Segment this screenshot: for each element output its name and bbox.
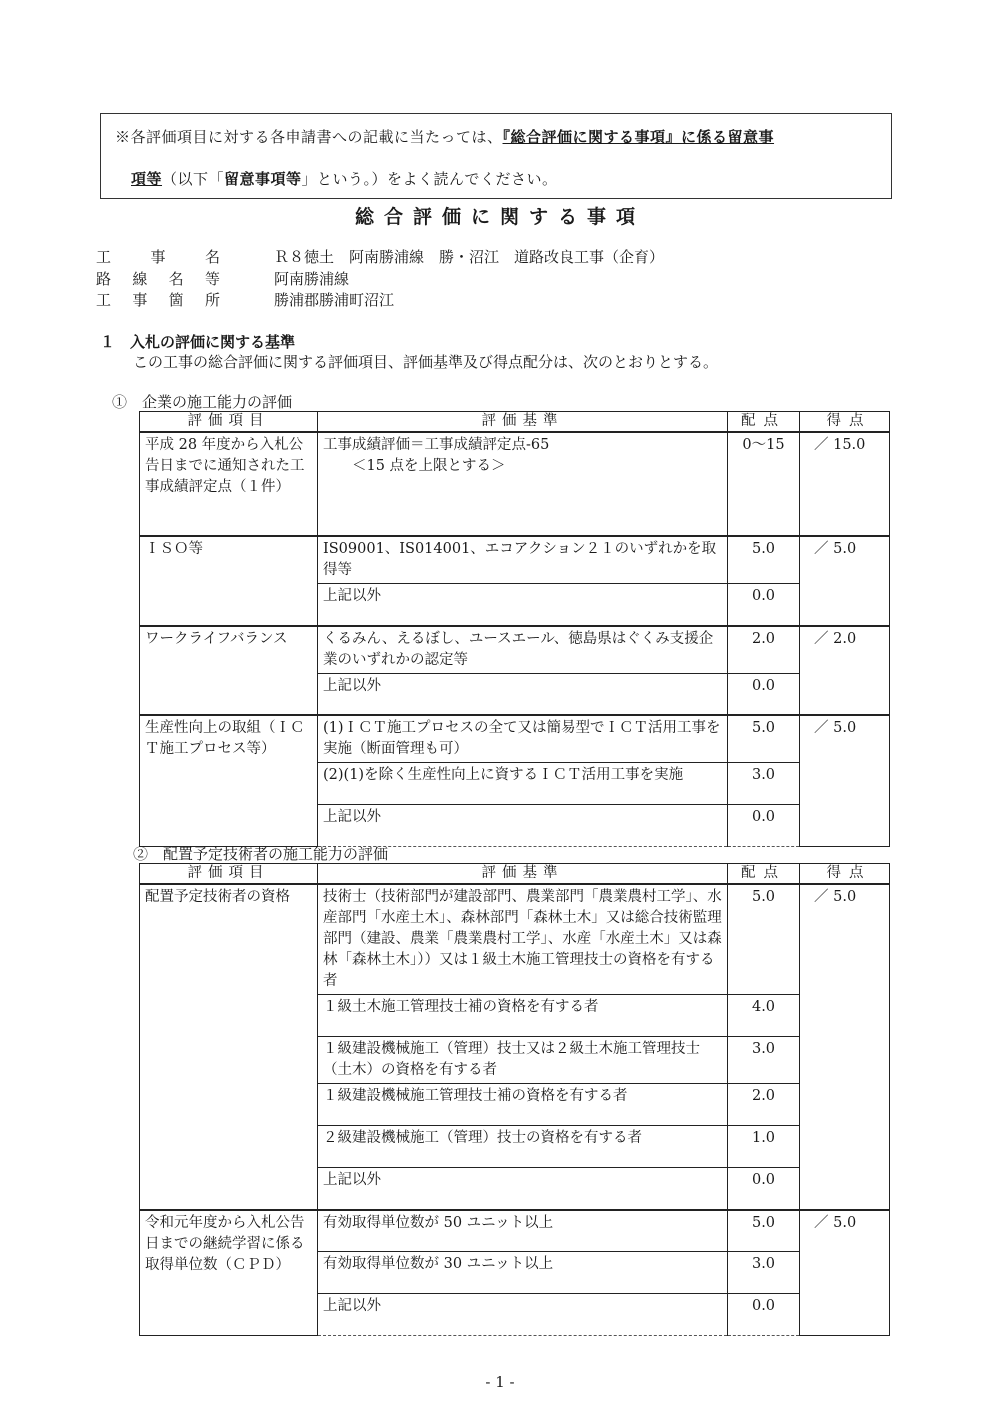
info-label-char: 等 [204, 270, 220, 288]
points-allocation: 3.0 [728, 1252, 800, 1294]
evaluation-criteria: くるみん、えるぼし、ユースエール、徳島県はぐくみ支援企業のいずれかの認定等 [318, 626, 728, 674]
info-label-char: 箇 [168, 291, 184, 309]
points-allocation: 5.0 [728, 884, 800, 995]
table-header-row [140, 864, 890, 885]
table-row [140, 884, 890, 995]
header-item: 評価項目 [140, 864, 318, 885]
notice-box [100, 113, 892, 199]
evaluation-criteria: 上記以外 [318, 673, 728, 715]
section-heading: １ 入札の評価に関する基準 [100, 333, 296, 351]
points-allocation: 0～15 [728, 432, 800, 536]
evaluation-criteria: １級土木施工管理技士補の資格を有する者 [318, 995, 728, 1037]
table-row [140, 432, 890, 536]
notice-line-1 [115, 126, 774, 147]
section-description: この工事の総合評価に関する評価項目、評価基準及び得点配分は、次のとおりとする。 [133, 353, 719, 371]
table-row [140, 715, 890, 763]
header-points: 配点 [728, 864, 800, 885]
points-allocation: 0.0 [728, 1168, 800, 1210]
evaluation-criteria: 工事成績評価＝工事成績評定点-65 ＜15 点を上限とする＞ [318, 432, 728, 536]
evaluation-criteria: 上記以外 [318, 1168, 728, 1210]
evaluation-criteria: 技術士（技術部門が建設部門、農業部門「農業農村工学」、水産部門「水産土木」、森林部門「森林土木」又は総合技術監理部門（建設、農業「農業農村工学」、水産「水産土木」又は森林「森林土木」））又は１級土木施工管理技士の資格を有する者 [318, 884, 728, 995]
table-row [140, 626, 890, 674]
points-allocation: 5.0 [728, 536, 800, 584]
evaluation-criteria: (1)ＩＣＴ施工プロセスの全て又は簡易型でＩＣＴ活用工事を実施（断面管理も可） [318, 715, 728, 763]
score-cell: ／ 5.0 [800, 715, 890, 847]
table2-caption: ② 配置予定技術者の施工能力の評価 [133, 845, 389, 863]
info-label-char: 名 [204, 248, 220, 266]
points-allocation: 5.0 [728, 715, 800, 763]
evaluation-criteria: ２級建設機械施工（管理）技士の資格を有する者 [318, 1126, 728, 1168]
info-value: Ｒ８徳土 阿南勝浦線 勝・沼江 道路改良工事（企育） [274, 248, 665, 266]
notice-mid: （以下「 [162, 170, 225, 188]
info-label-char: 事 [150, 248, 166, 266]
evaluation-criteria: (2)(1)を除く生産性向上に資するＩＣＴ活用工事を実施 [318, 763, 728, 805]
score-cell: ／ 5.0 [800, 536, 890, 626]
table1-caption: ① 企業の施工能力の評価 [112, 393, 293, 411]
header-item: 評価項目 [140, 412, 318, 433]
points-allocation: 3.0 [728, 763, 800, 805]
enterprise-evaluation-table [139, 411, 890, 847]
evaluation-criteria: 上記以外 [318, 584, 728, 626]
points-allocation: 0.0 [728, 584, 800, 626]
info-label-char: 路 [96, 270, 112, 288]
engineer-evaluation-table [139, 863, 890, 1336]
evaluation-item: ワークライフバランス [140, 626, 318, 716]
points-allocation: 5.0 [728, 1210, 800, 1252]
info-label [96, 268, 220, 289]
points-allocation: 0.0 [728, 1294, 800, 1336]
evaluation-item: ＩＳＯ等 [140, 536, 318, 626]
page-title: 総合評価に関する事項 [354, 206, 645, 228]
points-allocation: 4.0 [728, 995, 800, 1037]
evaluation-criteria: 有効取得単位数が 50 ユニット以上 [318, 1210, 728, 1252]
info-label-char: 線 [132, 270, 148, 288]
score-cell: ／ 5.0 [800, 884, 890, 1210]
info-label [96, 289, 220, 310]
evaluation-criteria: IS09001、IS014001、エコアクション２１のいずれかを取得等 [318, 536, 728, 584]
evaluation-criteria: 上記以外 [318, 805, 728, 847]
info-label-char: 事 [132, 291, 148, 309]
table-row [140, 1210, 890, 1252]
score-cell: ／ 15.0 [800, 432, 890, 536]
evaluation-criteria: 上記以外 [318, 1294, 728, 1336]
info-value: 勝浦郡勝浦町沼江 [274, 291, 395, 309]
header-points: 配点 [728, 412, 800, 433]
table-header-row [140, 412, 890, 433]
header-score: 得点 [800, 412, 890, 433]
notice-emphasis-3: 留意事項等 [224, 170, 302, 188]
points-allocation: 2.0 [728, 1084, 800, 1126]
page-number: - 1 - [485, 1373, 515, 1391]
points-allocation: 2.0 [728, 626, 800, 674]
evaluation-item: 令和元年度から入札公告日までの継続学習に係る取得単位数（ＣＰＤ） [140, 1210, 318, 1336]
score-cell: ／ 2.0 [800, 626, 890, 716]
points-allocation: 3.0 [728, 1037, 800, 1084]
header-score: 得点 [800, 864, 890, 885]
table-row [140, 536, 890, 584]
evaluation-criteria: 有効取得単位数が 30 ユニット以上 [318, 1252, 728, 1294]
header-criteria: 評価基準 [318, 412, 728, 433]
notice-suffix: 」という。）をよく読んでください。 [301, 170, 558, 188]
info-value: 阿南勝浦線 [274, 270, 350, 288]
score-cell: ／ 5.0 [800, 1210, 890, 1336]
header-criteria: 評価基準 [318, 864, 728, 885]
notice-emphasis-2: 項等 [131, 170, 163, 188]
info-label-char: 工 [96, 248, 112, 266]
info-label [96, 246, 220, 267]
evaluation-item: 配置予定技術者の資格 [140, 884, 318, 1210]
evaluation-criteria: １級建設機械施工（管理）技士又は２級土木施工管理技士（土木）の資格を有する者 [318, 1037, 728, 1084]
evaluation-item: 生産性向上の取組（ＩＣＴ施工プロセス等） [140, 715, 318, 847]
info-label-char: 工 [96, 291, 112, 309]
notice-prefix: ※各評価項目に対する各申請書への記載に当たっては、 [115, 128, 503, 146]
points-allocation: 1.0 [728, 1126, 800, 1168]
notice-line-2 [131, 168, 558, 189]
points-allocation: 0.0 [728, 673, 800, 715]
points-allocation: 0.0 [728, 805, 800, 847]
evaluation-item: 平成 28 年度から入札公告日までに通知された工事成績評定点（１件） [140, 432, 318, 536]
notice-emphasis: 『総合評価に関する事項』に係る留意事 [502, 128, 775, 146]
info-label-char: 所 [204, 291, 220, 309]
evaluation-criteria: １級建設機械施工管理技士補の資格を有する者 [318, 1084, 728, 1126]
info-label-char: 名 [168, 270, 184, 288]
